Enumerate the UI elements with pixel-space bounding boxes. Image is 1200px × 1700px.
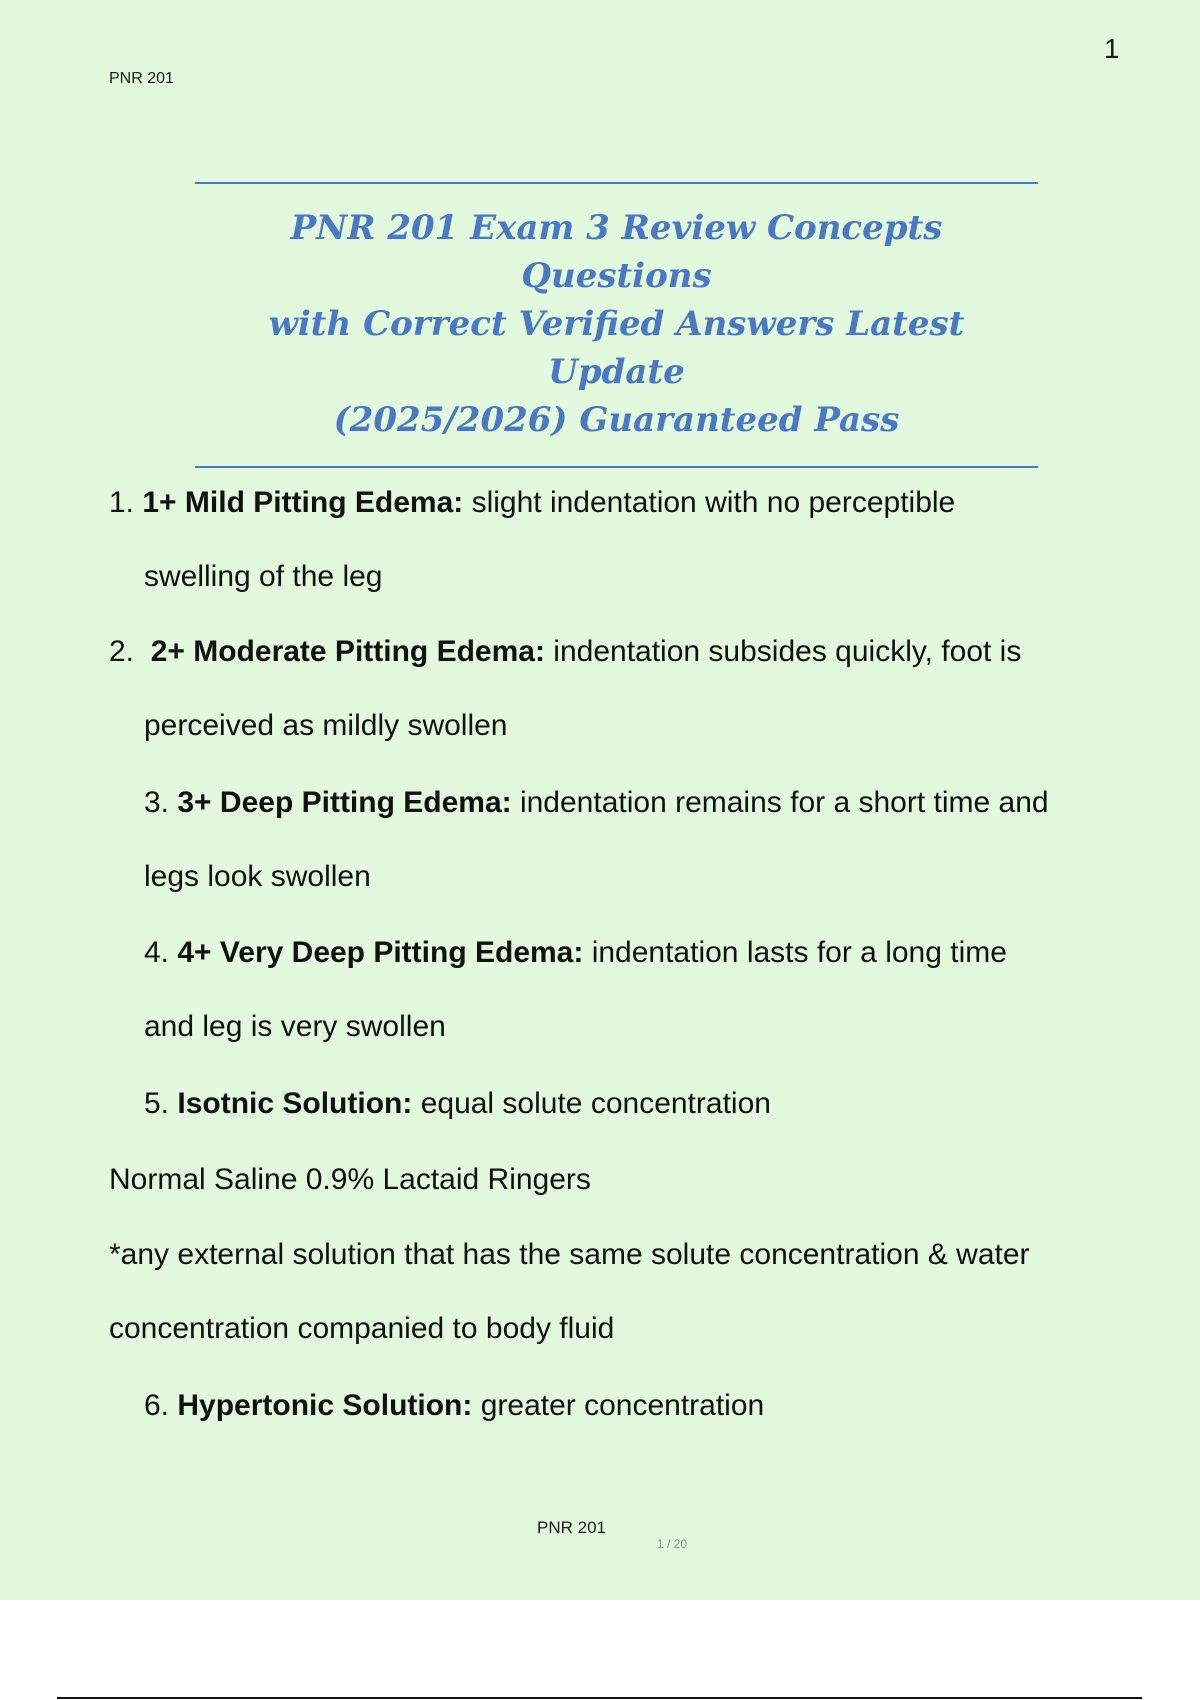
- list-item-3-continuation: legs look swollen: [144, 860, 371, 893]
- item-definition: equal solute concentration: [412, 1087, 771, 1120]
- examples-text: Normal Saline 0.9% Lactaid Ringers: [109, 1163, 591, 1196]
- item-number: 2.: [109, 635, 135, 668]
- item-term: 3+ Deep Pitting Edema:: [177, 786, 512, 819]
- item-term: 2+ Moderate Pitting Edema:: [150, 635, 545, 668]
- item-definition: indentation lasts for a long time: [583, 936, 1007, 969]
- item-number: 4.: [144, 936, 170, 969]
- list-item-6: [144, 1389, 764, 1423]
- title-line-1: PNR 201 Exam 3 Review Concepts Questions: [290, 208, 943, 296]
- note-line-2: concentration companied to body fluid: [109, 1312, 615, 1345]
- page-indicator: 1 / 20: [657, 1537, 688, 1551]
- document-title: [195, 204, 1038, 444]
- item-number: 3.: [144, 786, 170, 819]
- next-page-rule: [57, 1697, 1142, 1699]
- header-course-code: PNR 201: [109, 70, 174, 87]
- item-definition: slight indentation with no perceptible: [463, 486, 956, 519]
- title-line-3: (2025/2026) Guaranteed Pass: [333, 400, 900, 440]
- item-definition: indentation remains for a short time and: [511, 786, 1049, 819]
- item-term: 1+ Mild Pitting Edema:: [142, 486, 464, 519]
- header-page-number: 1: [1104, 33, 1120, 64]
- footer-course-code: PNR 201: [537, 1518, 606, 1537]
- item-number: 6.: [144, 1389, 170, 1422]
- list-item-3: [144, 786, 1049, 820]
- item-term: Hypertonic Solution:: [177, 1389, 473, 1422]
- item-definition: indentation subsides quickly, foot is: [544, 635, 1022, 668]
- item-term: 4+ Very Deep Pitting Edema:: [177, 936, 584, 969]
- item-definition: greater concentration: [472, 1389, 765, 1422]
- list-item-2: [109, 635, 1021, 669]
- list-item-2-continuation: perceived as mildly swollen: [144, 709, 508, 742]
- item-number: 1.: [109, 486, 135, 519]
- title-block: [195, 182, 1038, 468]
- note-line-1: *any external solution that has the same solute concentration & water: [109, 1238, 1030, 1271]
- title-line-2: with Correct Verified Answers Latest Update: [268, 304, 965, 392]
- list-item-1: [109, 486, 955, 520]
- list-item-5: [144, 1087, 771, 1121]
- list-item-1-continuation: swelling of the leg: [144, 560, 383, 593]
- list-item-4-continuation: and leg is very swollen: [144, 1010, 446, 1043]
- item-number: 5.: [144, 1087, 170, 1120]
- item-term: Isotnic Solution:: [177, 1087, 413, 1120]
- list-item-4: [144, 936, 1007, 970]
